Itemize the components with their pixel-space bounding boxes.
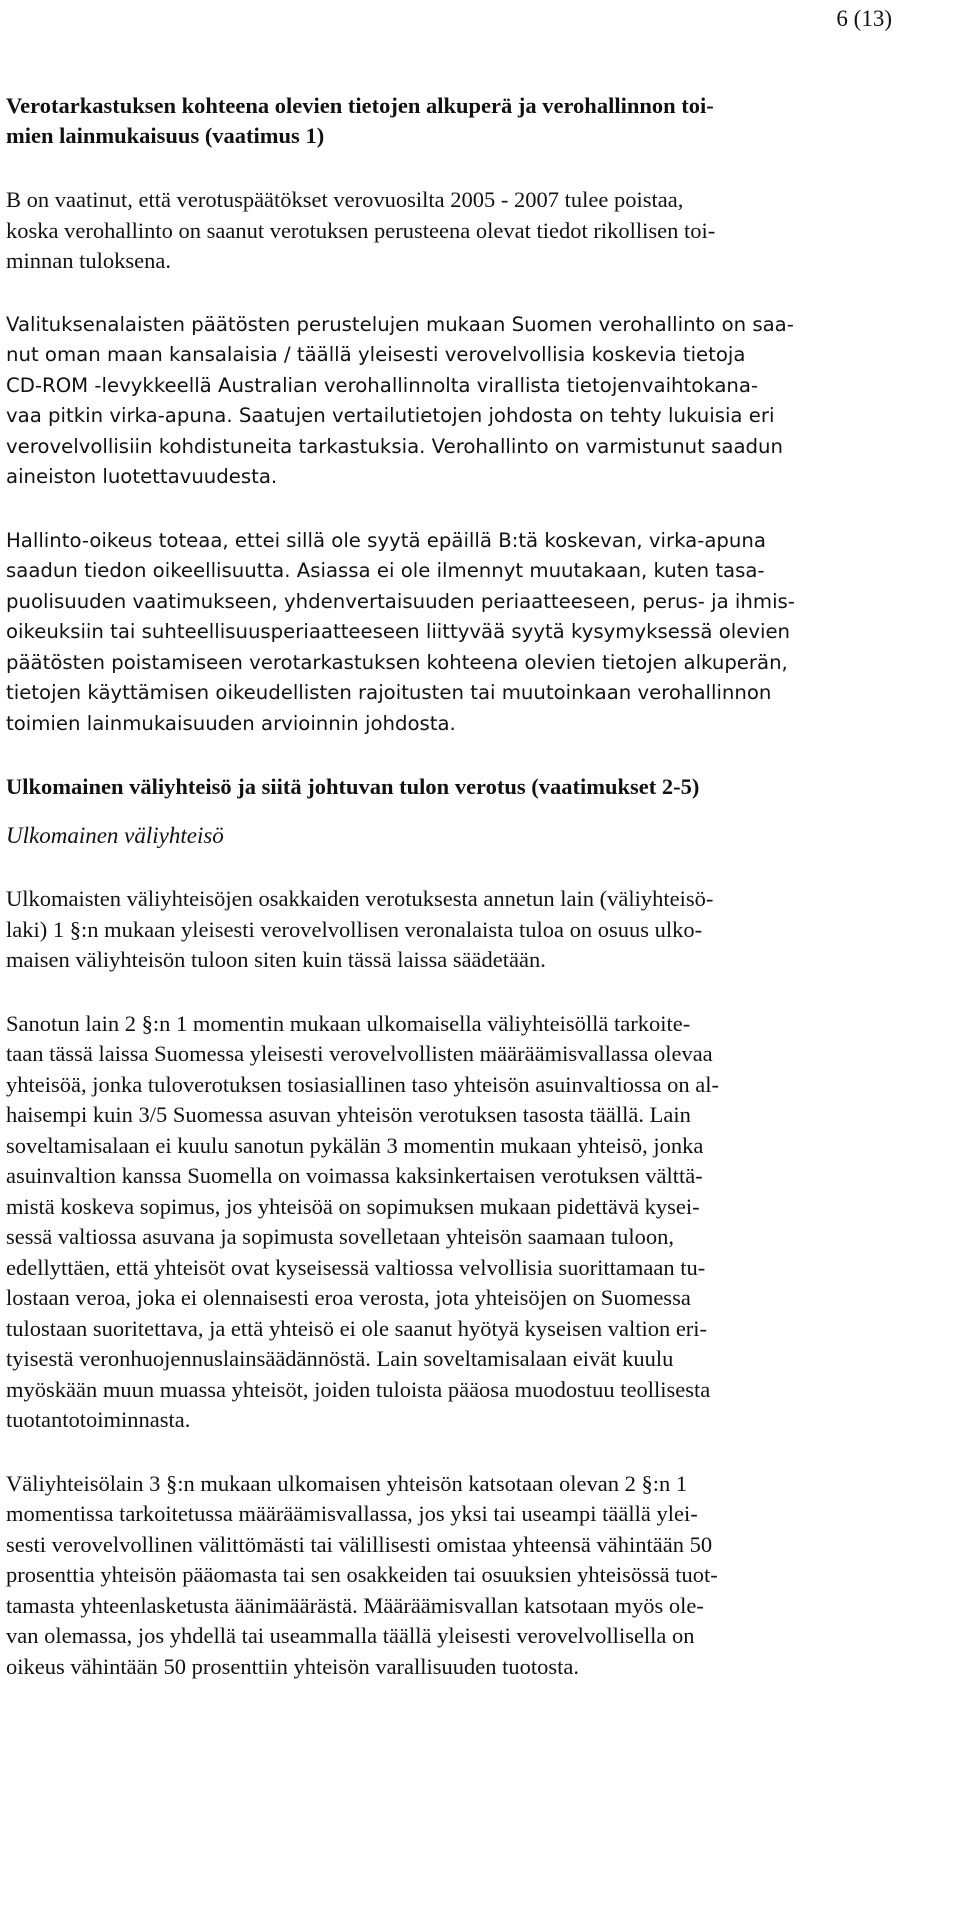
text-line: aineiston luotettavuudesta.	[6, 465, 278, 488]
text-line: koska verohallinto on saanut verotuksen perusteena olevat tiedot rikollisen toi-	[6, 217, 716, 243]
text-line: haisempi kuin 3/5 Suomessa asuvan yhteisön verotuksen tasosta täällä. Lain	[6, 1102, 691, 1127]
text-line: van olemassa, jos yhdellä tai useammalla täällä yleisesti verovelvollisella on	[6, 1623, 695, 1648]
text-line: oikeuksiin tai suhteellisuusperiaatteeseen liittyvää syytä kysymyksessä olevien	[6, 620, 791, 643]
text-line: mistä koskeva sopimus, jos yhteisöä on sopimuksen mukaan pidettävä kysei-	[6, 1193, 700, 1219]
text-line: asuinvaltion kanssa Suomella on voimassa kaksinkertaisen verotuksen välttä-	[6, 1163, 703, 1188]
paragraph-court-finding	[6, 526, 924, 740]
text-line: myöskään muun muassa yhteisöt, joiden tuloista pääosa muodostuu teollisesta	[6, 1376, 711, 1402]
text-line: sesti verovelvollinen välittömästi tai välillisesti omistaa yhteensä vähintään 50	[6, 1531, 713, 1557]
text-line: sessä valtiossa asuvana ja sopimusta sovelletaan yhteisön saamaan tuloon,	[6, 1224, 674, 1249]
text-line: Sanotun lain 2 §:n 1 momentin mukaan ulkomaisella väliyhteisöllä tarkoite-	[6, 1010, 691, 1036]
page-number: 6 (13)	[836, 6, 892, 31]
heading-line: Verotarkastuksen kohteena olevien tietojen alkuperä ja verohallinnon toi-	[6, 93, 714, 118]
text-line: minnan tuloksena.	[6, 248, 171, 273]
paragraph-claim	[6, 185, 924, 277]
text-line: nut oman maan kansalaisia / täällä yleisesti verovelvollisia koskevia tietoja	[6, 343, 746, 366]
text-line: B on vaatinut, että verotuspäätökset verovuosilta 2005 - 2007 tulee poistaa,	[6, 187, 684, 212]
text-line: Hallinto-oikeus toteaa, ettei sillä ole syytä epäillä B:tä koskevan, virka-apuna	[6, 528, 766, 552]
heading-line: Ulkomainen väliyhteisö ja siitä johtuvan tulon verotus (vaatimukset 2-5)	[6, 774, 700, 799]
text-line: tamasta yhteenlasketusta äänimäärästä. Määräämisvallan katsotaan myös ole-	[6, 1592, 704, 1618]
paragraph-reasoning	[6, 310, 924, 493]
text-line: yhteisöä, jonka tuloverotuksen tosiasiallinen taso yhteisön asuinvaltiossa on al-	[6, 1071, 720, 1097]
text-line: Ulkomaisten väliyhteisöjen osakkaiden verotuksesta annetun lain (väliyhteisö-	[6, 886, 714, 911]
text-line: taan tässä laissa Suomessa yleisesti verovelvollisten määräämisvallassa olevaa	[6, 1041, 713, 1066]
text-line: vaa pitkin virka-apuna. Saatujen vertailutietojen johdosta on tehty lukuisia eri	[6, 404, 775, 427]
text-line: edellyttäen, että yhteisöt ovat kyseisessä valtiossa velvollisia suorittamaan tu-	[6, 1254, 706, 1280]
paragraph-cfc-act-3	[6, 1469, 924, 1683]
text-line: soveltamisalaan ei kuulu sanotun pykälän 3 momentin mukaan yhteisö, jonka	[6, 1132, 704, 1158]
text-line: puolisuuden vaatimukseen, yhdenvertaisuuden periaatteeseen, perus- ja ihmis-	[6, 589, 795, 613]
text-line: maisen väliyhteisön tuloon siten kuin tässä laissa säädetään.	[6, 947, 546, 972]
paragraph-cfc-act-2	[6, 1009, 924, 1436]
text-line: CD-ROM -levykkeellä Australian verohallinnolta virallista tietojenvaihtokana-	[6, 373, 759, 397]
section-heading-cfc-taxation	[6, 772, 924, 802]
document-body	[6, 91, 924, 1682]
section-heading-origin-of-data	[6, 91, 924, 151]
text-line: prosenttia yhteisön pääomasta tai sen osakkeiden tai osuuksien yhteisössä tuot-	[6, 1562, 718, 1587]
text-line: lostaan veroa, joka ei olennaisesti eroa verosta, jota yhteisöjen on Suomessa	[6, 1285, 691, 1310]
paragraph-cfc-act-1	[6, 884, 924, 976]
text-line: tuotantotoiminnasta.	[6, 1407, 191, 1432]
text-line: Väliyhteisölain 3 §:n mukaan ulkomaisen yhteisön katsotaan olevan 2 §:n 1	[6, 1470, 688, 1496]
text-line: tyisestä veronhuojennuslainsäädännöstä. Lain soveltamisalaan eivät kuulu	[6, 1346, 674, 1371]
text-line: tietojen käyttämisen oikeudellisten rajoitusten tai muutoinkaan verohallinnon	[6, 681, 772, 704]
heading-line: mien lainmukaisuus (vaatimus 1)	[6, 123, 325, 148]
text-line: päätösten poistamiseen verotarkastuksen kohteena olevien tietojen alkuperän,	[6, 650, 788, 674]
text-line: laki) 1 §:n mukaan yleisesti verovelvollisen veronalaista tuloa on osuus ulko-	[6, 916, 703, 942]
text-line: verovelvollisiin kohdistuneita tarkastuksia. Verohallinto on varmistunut saadun	[6, 434, 783, 458]
text-line: toimien lainmukaisuuden arvioinnin johdosta.	[6, 711, 456, 735]
text-line: momentissa tarkoitetussa määräämisvallassa, jos yksi tai useampi täällä ylei-	[6, 1501, 698, 1526]
text-line: oikeus vähintään 50 prosenttiin yhteisön varallisuuden tuotosta.	[6, 1653, 580, 1679]
text-line: Valituksenalaisten päätösten perustelujen mukaan Suomen verohallinto on saa-	[6, 312, 794, 336]
text-line: tulostaan suoritettava, ja että yhteisö ei ole saanut hyötyä kyseisen valtion eri-	[6, 1315, 708, 1341]
subheading-line: Ulkomainen väliyhteisö	[6, 823, 224, 848]
text-line: saadun tiedon oikeellisuutta. Asiassa ei ole ilmennyt muutakaan, kuten tasa-	[6, 559, 765, 582]
subheading-foreign-cfc	[6, 821, 924, 851]
